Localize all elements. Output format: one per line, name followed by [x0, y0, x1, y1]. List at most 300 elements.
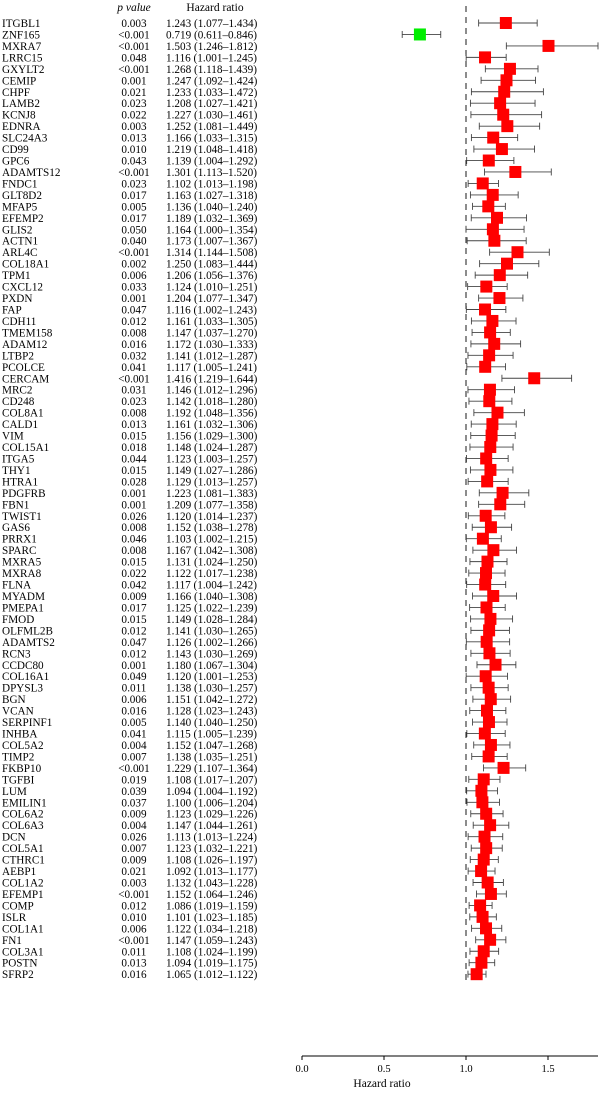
hazard-ratio-point [480, 922, 492, 934]
x-ticks [295, 1056, 554, 1075]
p-value-label: 0.015 [121, 430, 147, 443]
hazard-ratio-label: 1.173 (1.007–1.367) [166, 235, 258, 248]
x-tick-label: 1.0 [459, 1064, 473, 1075]
hazard-ratio-point [485, 693, 497, 705]
p-value-label: 0.015 [121, 613, 147, 626]
hazard-ratio-point [491, 212, 503, 224]
hazard-ratio-point [484, 934, 496, 946]
p-value-label: <0.001 [118, 888, 150, 901]
hazard-ratio-label: 1.219 (1.048–1.418) [166, 144, 258, 157]
p-value-label: 0.012 [121, 900, 147, 913]
p-value-label: 0.011 [121, 682, 147, 695]
gene-label: OLFML2B [2, 625, 53, 638]
hazard-ratio-point [475, 865, 487, 877]
gene-label: TWIST1 [2, 510, 42, 523]
p-value-label: <0.001 [118, 762, 150, 775]
hazard-ratio-label: 1.142 (1.018–1.280) [166, 396, 258, 409]
gene-label: MRC2 [2, 384, 33, 397]
hazard-ratio-point [479, 728, 491, 740]
hazard-ratio-point [511, 246, 523, 258]
hazard-ratio-label: 1.139 (1.004–1.292) [166, 155, 258, 168]
hazard-ratio-label: 1.128 (1.023–1.243) [166, 705, 258, 718]
hazard-ratio-label: 1.252 (1.081–1.449) [166, 121, 258, 134]
p-value-label: 0.022 [121, 568, 147, 581]
hazard-ratio-point [528, 372, 540, 384]
p-value-label: 0.016 [121, 969, 147, 982]
hazard-ratio-label: 1.314 (1.144–1.508) [166, 247, 258, 260]
gene-label: TGFBI [2, 774, 35, 787]
hazard-ratio-label: 1.117 (1.004–1.242) [166, 579, 257, 592]
p-value-label: 0.033 [121, 281, 147, 294]
p-value-label: 0.008 [121, 407, 147, 420]
hazard-ratio-point [481, 705, 493, 717]
gene-label: MFAP5 [2, 201, 38, 214]
p-value-label: <0.001 [118, 247, 150, 260]
gene-label: CCDC80 [2, 659, 44, 672]
hazard-ratio-point [480, 670, 492, 682]
hazard-ratio-label: 1.147 (1.037–1.270) [166, 327, 258, 340]
hazard-ratio-label: 1.141 (1.012–1.287) [166, 350, 258, 363]
hazard-ratio-label: 1.115 (1.005–1.239) [166, 728, 257, 741]
p-value-label: 0.013 [121, 132, 147, 145]
gene-label: FMOD [2, 613, 35, 626]
p-value-label: 0.010 [121, 144, 147, 157]
hazard-ratio-point [487, 132, 499, 144]
gene-label: CHPF [2, 86, 30, 99]
p-value-label: 0.001 [121, 75, 147, 88]
hazard-ratio-point [496, 143, 508, 155]
hazard-ratio-label: 1.268 (1.118–1.439) [166, 63, 257, 76]
p-value-label: 0.003 [121, 121, 147, 134]
hazard-ratio-label: 1.129 (1.013–1.257) [166, 476, 258, 489]
hazard-ratio-label: 1.108 (1.017–1.207) [166, 774, 258, 787]
p-value-label: 0.001 [121, 293, 147, 306]
hazard-ratio-point [479, 304, 491, 316]
hazard-ratio-label: 1.208 (1.027–1.421) [166, 98, 258, 111]
hazard-ratio-label: 1.172 (1.030–1.333) [166, 338, 258, 351]
hazard-ratio-point [479, 51, 491, 63]
header-hazard-ratio: Hazard ratio [186, 2, 244, 14]
hazard-ratio-point [480, 452, 492, 464]
p-value-label: 0.037 [121, 797, 147, 810]
hazard-ratio-label: 1.161 (1.032–1.306) [166, 419, 258, 432]
hazard-ratio-point [483, 155, 495, 167]
hazard-ratio-label: 1.122 (1.017–1.238) [166, 568, 258, 581]
p-value-label: 0.047 [121, 636, 147, 649]
gene-label: ADAM12 [2, 338, 48, 351]
hazard-ratio-point [491, 407, 503, 419]
x-tick-label: 1.5 [541, 1064, 555, 1075]
p-value-label: <0.001 [118, 29, 150, 42]
gene-label: CDH11 [2, 315, 37, 328]
hazard-ratio-point [480, 510, 492, 522]
hazard-ratio-label: 1.147 (1.044–1.261) [166, 820, 258, 833]
hazard-ratio-label: 1.180 (1.067–1.304) [166, 659, 258, 672]
gene-label: MXRA8 [2, 568, 42, 581]
p-value-label: 0.044 [121, 453, 147, 466]
p-value-label: 0.021 [121, 86, 147, 99]
hazard-ratio-label: 1.223 (1.081–1.383) [166, 487, 258, 500]
hazard-ratio-point [488, 235, 500, 247]
hazard-ratio-label: 1.152 (1.038–1.278) [166, 522, 258, 535]
p-value-label: 0.011 [121, 946, 147, 959]
gene-label: MXRA7 [2, 40, 42, 53]
hazard-ratio-label: 1.116 (1.002–1.243) [166, 304, 257, 317]
hazard-ratio-point [498, 86, 510, 98]
hazard-ratio-point [476, 796, 488, 808]
gene-label: PCOLCE [2, 361, 45, 374]
gene-label: TIMP2 [2, 751, 35, 764]
hazard-ratio-point [497, 109, 509, 121]
hazard-ratio-label: 1.301 (1.113–1.520) [166, 166, 257, 179]
hazard-ratio-point [494, 498, 506, 510]
gene-label: COL3A1 [2, 946, 44, 959]
hazard-ratio-point [509, 166, 521, 178]
hazard-ratio-point [494, 97, 506, 109]
p-value-label: 0.021 [121, 866, 147, 879]
gene-label: CTHRC1 [2, 854, 45, 867]
hazard-ratio-label: 1.141 (1.030–1.265) [166, 625, 258, 638]
gene-label: CERCAM [2, 373, 50, 386]
gene-label: ADAMTS2 [2, 636, 55, 649]
hazard-ratio-label: 1.138 (1.030–1.257) [166, 682, 258, 695]
hazard-ratio-point [486, 430, 498, 442]
hazard-ratio-label: 1.149 (1.027–1.286) [166, 464, 258, 477]
p-value-label: 0.013 [121, 419, 147, 432]
p-value-label: 0.046 [121, 533, 147, 546]
hazard-ratio-label: 1.146 (1.012–1.296) [166, 384, 258, 397]
hazard-ratio-point [482, 200, 494, 212]
hazard-ratio-label: 1.147 (1.059–1.243) [166, 934, 258, 947]
gene-label: POSTN [2, 957, 38, 970]
hazard-ratio-point [479, 831, 491, 843]
gene-label: CXCL12 [2, 281, 44, 294]
hazard-ratio-point [501, 74, 513, 86]
p-value-label: 0.023 [121, 178, 147, 191]
p-value-label: 0.031 [121, 384, 147, 397]
hazard-ratio-point [487, 590, 499, 602]
p-value-label: 0.001 [121, 659, 147, 672]
p-value-label: 0.049 [121, 671, 147, 684]
hazard-ratio-point [483, 647, 495, 659]
gene-label: EDNRA [2, 121, 41, 134]
hazard-ratio-label: 1.101 (1.023–1.185) [166, 911, 258, 924]
p-value-label: 0.006 [121, 270, 147, 283]
hazard-ratio-label: 1.126 (1.002–1.266) [166, 636, 258, 649]
p-value-label: 0.040 [121, 235, 147, 248]
p-value-label: 0.022 [121, 109, 147, 122]
hazard-ratio-point [481, 601, 493, 613]
gene-label: COL5A2 [2, 739, 44, 752]
p-value-label: 0.047 [121, 304, 147, 317]
p-value-label: 0.016 [121, 338, 147, 351]
p-value-label: 0.041 [121, 728, 147, 741]
gene-label: COL6A3 [2, 820, 44, 833]
hazard-ratio-label: 1.152 (1.047–1.268) [166, 739, 258, 752]
hazard-ratio-point [487, 189, 499, 201]
hazard-ratio-point [475, 785, 487, 797]
hazard-ratio-point [542, 40, 554, 52]
hazard-ratio-label: 1.120 (1.001–1.253) [166, 671, 258, 684]
gene-label: AEBP1 [2, 866, 37, 879]
gene-label: EFEMP2 [2, 212, 44, 225]
gene-label: PDGFRB [2, 487, 46, 500]
hazard-ratio-label: 1.166 (1.040–1.308) [166, 591, 258, 603]
hazard-ratio-label: 1.192 (1.048–1.356) [166, 407, 258, 420]
hazard-ratio-label: 1.138 (1.035–1.251) [166, 751, 258, 764]
gene-label: FAP [2, 304, 22, 317]
hazard-ratio-point [474, 899, 486, 911]
hazard-ratio-label: 1.151 (1.042–1.272) [166, 694, 258, 707]
hazard-ratio-point [483, 349, 495, 361]
p-value-label: 0.009 [121, 854, 147, 867]
gene-label: GLT8D2 [2, 189, 42, 202]
plot-panel [402, 6, 598, 984]
p-value-label: 0.010 [121, 911, 147, 924]
gene-label: SFRP2 [2, 969, 34, 982]
hazard-ratio-label: 1.122 (1.034–1.218) [166, 923, 258, 936]
gene-label: COL15A1 [2, 442, 50, 455]
gene-label: FBN1 [2, 499, 30, 512]
p-value-label: 0.006 [121, 923, 147, 936]
hazard-ratio-point [501, 258, 513, 270]
gene-label: VCAN [2, 705, 34, 718]
gene-label: ZNF165 [2, 29, 40, 42]
gene-label: VIM [2, 430, 24, 443]
hazard-ratio-point [500, 17, 512, 29]
hazard-ratio-label: 1.136 (1.040–1.240) [166, 201, 258, 214]
gene-label: COL5A1 [2, 843, 44, 856]
hazard-ratio-label: 1.125 (1.022–1.239) [166, 602, 258, 615]
gene-label: COL8A1 [2, 407, 44, 420]
p-value-label: 0.008 [121, 522, 147, 535]
hazard-ratio-point [482, 877, 494, 889]
hazard-ratio-label: 1.113 (1.013–1.224) [166, 831, 257, 844]
hazard-ratio-point [480, 281, 492, 293]
hazard-ratio-point [484, 464, 496, 476]
hazard-ratio-point [488, 338, 500, 350]
hazard-ratio-label: 1.116 (1.001–1.245) [166, 52, 257, 65]
p-value-label: 0.002 [121, 258, 147, 271]
gene-label: ITGBL1 [2, 18, 41, 30]
hazard-ratio-point [485, 521, 497, 533]
hazard-ratio-label: 1.100 (1.006–1.204) [166, 797, 258, 810]
hazard-ratio-label: 1.108 (1.026–1.197) [166, 854, 258, 867]
hazard-ratio-label: 1.233 (1.033–1.472) [166, 86, 258, 99]
hazard-ratio-label: 1.416 (1.219–1.644) [166, 373, 258, 386]
gene-label: COL6A2 [2, 808, 44, 821]
hazard-ratio-point [486, 418, 498, 430]
hazard-ratio-label: 1.148 (1.024–1.287) [166, 442, 258, 455]
p-value-label: 0.009 [121, 591, 147, 603]
hazard-ratio-point [484, 326, 496, 338]
hazard-ratio-point [480, 567, 492, 579]
header-p-value: p value [117, 2, 151, 14]
gene-label: BGN [2, 694, 26, 707]
gene-label: EFEMP1 [2, 888, 44, 901]
hazard-ratio-label: 1.103 (1.002–1.215) [166, 533, 258, 546]
hazard-ratio-label: 1.123 (1.003–1.257) [166, 453, 258, 466]
gene-label: PMEPA1 [2, 602, 44, 615]
gene-label: MYADM [2, 591, 45, 603]
hazard-ratio-label: 1.204 (1.077–1.347) [166, 293, 258, 306]
gene-label: GXYLT2 [2, 63, 45, 76]
x-tick-label: 0.5 [377, 1064, 391, 1075]
hazard-ratio-point [475, 957, 487, 969]
hazard-ratio-label: 1.149 (1.028–1.284) [166, 613, 258, 626]
gene-label: FN1 [2, 934, 22, 947]
hazard-ratio-point [480, 842, 492, 854]
p-value-label: 0.043 [121, 155, 147, 168]
hazard-ratio-point [490, 659, 502, 671]
gene-label: MXRA5 [2, 556, 42, 569]
hazard-ratio-label: 1.120 (1.014–1.237) [166, 510, 258, 523]
hazard-ratio-label: 1.503 (1.246–1.812) [166, 40, 258, 53]
hazard-ratio-label: 1.124 (1.010–1.251) [166, 281, 258, 294]
p-value-label: 0.001 [121, 487, 147, 500]
p-value-label: <0.001 [118, 373, 150, 386]
gene-label: CEMIP [2, 75, 37, 88]
hazard-ratio-point [483, 716, 495, 728]
p-value-label: 0.007 [121, 751, 147, 764]
p-value-label: 0.012 [121, 625, 147, 638]
hazard-ratio-point [497, 487, 509, 499]
hazard-ratio-label: 1.163 (1.027–1.318) [166, 189, 258, 202]
p-value-label: 0.050 [121, 224, 147, 237]
hazard-ratio-label: 1.166 (1.033–1.315) [166, 132, 258, 145]
p-value-label: 0.009 [121, 808, 147, 821]
gene-label: PRRX1 [2, 533, 37, 546]
gene-label: ADAMTS12 [2, 166, 61, 179]
hazard-ratio-point [484, 384, 496, 396]
hazard-ratio-label: 1.094 (1.004–1.192) [166, 785, 258, 798]
hazard-ratio-point [481, 636, 493, 648]
gene-label: LRRC15 [2, 52, 43, 65]
gene-label: COL16A1 [2, 671, 50, 684]
gene-label: FNDC1 [2, 178, 38, 191]
marks-layer [402, 17, 598, 980]
p-value-label: 0.008 [121, 545, 147, 558]
hazard-ratio-label: 1.247 (1.092–1.424) [166, 75, 258, 88]
gene-label: ITGA5 [2, 453, 35, 466]
p-value-label: <0.001 [118, 166, 150, 179]
p-value-label: 0.016 [121, 705, 147, 718]
hazard-ratio-point [471, 968, 483, 980]
gene-label: TPM1 [2, 270, 31, 283]
hazard-ratio-point [479, 361, 491, 373]
hazard-ratio-point [477, 911, 489, 923]
hazard-ratio-point [479, 579, 491, 591]
p-value-label: 0.032 [121, 350, 147, 363]
hazard-ratio-label: 1.152 (1.064–1.246) [166, 888, 258, 901]
p-value-label: 0.003 [121, 18, 147, 30]
gene-label: INHBA [2, 728, 38, 741]
hazard-ratio-label: 1.167 (1.042–1.308) [166, 545, 258, 558]
hazard-ratio-label: 1.164 (1.000–1.354) [166, 224, 258, 237]
gene-label: SLC24A3 [2, 132, 48, 145]
gene-label: DCN [2, 831, 26, 844]
hazard-ratio-point [483, 682, 495, 694]
gene-label: COL1A2 [2, 877, 44, 890]
p-value-label: 0.017 [121, 189, 147, 202]
hazard-ratio-label: 1.209 (1.077–1.358) [166, 499, 258, 512]
hazard-ratio-label: 1.131 (1.024–1.250) [166, 556, 258, 569]
gene-label: GLIS2 [2, 224, 33, 237]
hazard-ratio-label: 1.143 (1.030–1.269) [166, 648, 258, 661]
p-value-label: 0.018 [121, 442, 147, 455]
hazard-ratio-point [483, 750, 495, 762]
p-value-label: 0.023 [121, 98, 147, 111]
hazard-ratio-point [483, 624, 495, 636]
p-value-label: 0.039 [121, 785, 147, 798]
hazard-ratio-point [481, 556, 493, 568]
hazard-ratio-point [487, 544, 499, 556]
hazard-ratio-label: 1.229 (1.107–1.364) [166, 762, 258, 775]
p-value-label: 0.023 [121, 396, 147, 409]
hazard-ratio-point [484, 613, 496, 625]
gene-label: CD248 [2, 396, 35, 409]
gene-label: GPC6 [2, 155, 30, 168]
hazard-ratio-label: 1.227 (1.030–1.461) [166, 109, 258, 122]
hazard-ratio-point [478, 773, 490, 785]
gene-label: ISLR [2, 911, 27, 924]
hazard-ratio-point [484, 819, 496, 831]
gene-label: CD99 [2, 144, 29, 157]
gene-label: RCN3 [2, 648, 31, 661]
x-tick-label: 0.0 [295, 1064, 309, 1075]
p-value-label: 0.012 [121, 648, 147, 661]
hazard-ratio-label: 1.189 (1.032–1.369) [166, 212, 258, 225]
hazard-ratio-point [414, 28, 426, 40]
hazard-ratio-point [481, 475, 493, 487]
p-value-label: 0.015 [121, 556, 147, 569]
p-value-label: 0.028 [121, 476, 147, 489]
hazard-ratio-point [498, 762, 510, 774]
x-axis [295, 1056, 598, 1075]
p-value-label: 0.017 [121, 602, 147, 615]
gene-label: HTRA1 [2, 476, 39, 489]
p-value-label: 0.008 [121, 327, 147, 340]
hazard-ratio-point [478, 854, 490, 866]
gene-label: THY1 [2, 464, 31, 477]
p-value-label: 0.026 [121, 831, 147, 844]
p-value-label: 0.004 [121, 820, 147, 833]
hazard-ratio-label: 1.250 (1.083–1.444) [166, 258, 258, 271]
p-value-label: 0.012 [121, 315, 147, 328]
p-value-label: 0.013 [121, 957, 147, 970]
hazard-ratio-label: 1.086 (1.019–1.159) [166, 900, 258, 913]
hazard-ratio-label: 1.243 (1.077–1.434) [166, 18, 258, 30]
hazard-ratio-point [487, 223, 499, 235]
gene-label: FKBP10 [2, 762, 42, 775]
p-value-label: 0.015 [121, 464, 147, 477]
hazard-ratio-point [485, 739, 497, 751]
gene-label: KCNJ8 [2, 109, 36, 122]
hazard-ratio-point [477, 533, 489, 545]
hazard-ratio-label: 1.094 (1.019–1.175) [166, 957, 258, 970]
gene-label: EMILIN1 [2, 797, 47, 810]
hazard-ratio-point [478, 945, 490, 957]
p-value-label: 0.017 [121, 212, 147, 225]
hazard-ratio-label: 1.140 (1.040–1.250) [166, 717, 258, 730]
hazard-ratio-label: 1.206 (1.056–1.376) [166, 270, 258, 283]
gene-label: COL1A1 [2, 923, 44, 936]
gene-label: ACTN1 [2, 235, 39, 248]
hazard-ratio-label: 1.161 (1.033–1.305) [166, 315, 258, 328]
hazard-ratio-point [485, 888, 497, 900]
hazard-ratio-point [483, 395, 495, 407]
p-value-label: 0.005 [121, 717, 147, 730]
